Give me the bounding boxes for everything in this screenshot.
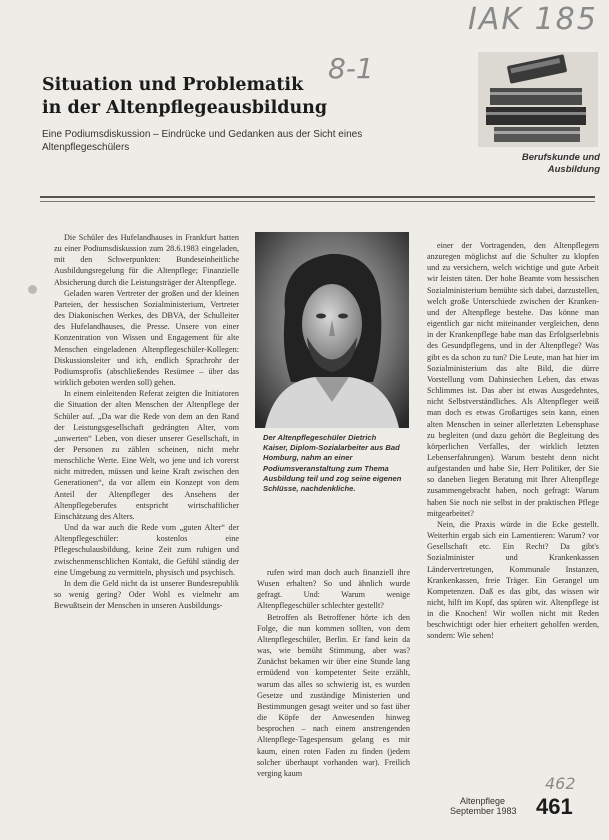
- header-rule-thin: [40, 201, 595, 202]
- paragraph: Nein, die Praxis würde in die Ecke gestellt. Weiterhin ergab sich ein Lamentieren: Warum? vor Gesellschaft etc. Ein Recht? Da gibt's Sozialminister und Krankenkassen Ländervertretungen, Kommunale Instanzen, Krankenkassen, freie Träger. Ein Gerangel um Kompetenzen. Daß es das gibt, das wissen wir nicht, hilft im Kopf, das spüren wir. Altenpflege ist in die Knochen! Wir wollen nicht mit Reden beschwichtigt oder hier erheitert geholfen werden, sondern: Wie sehen!: [427, 519, 599, 641]
- page-number: 461: [536, 794, 573, 819]
- paragraph: Betroffen als Betroffener hörte ich den Folge, die nun kommen sollten, von dem Altenpflegeschüler, Berlin. Er fand kein da was, wie bemüht Stimmung, aber was? Zunächst bekamen wir über eine Stunde lang ermüdend von kompetenter Seite erzählt, warum das alles so schwierig ist, es wurden Gesetze und zuständige Ministerien und Bestimmungen gesagt weiter und so fast über die Köpfe der Anwesenden hinweg besprochen – nach einem anstrengenden Altenpflege-Tagespensum gelang es mir kaum, einen roten Faden zu finden (jedem solcher überhaupt vorhanden war). Freilich verging kaum: [257, 612, 410, 778]
- paragraph: einer der Vortragenden, den Altenpflegern anzuregen möglichst auf die Schulter zu klopfen und zu versichern, welch wichtige und gute Arbeit wir leisten täten. Der hohe Beamte vom hessischen Sozialministerium bemühte sich dabei, darzustellen, welch große Unterschiede zwischen der Kranken- und der Altenpflege bestehe. Das könne man eigentlich gar nicht miteinander vergleichen, denn in der Krankenpflege habe man das Erfolgserlebnis des Gesundpflegens, und in der Altenpflege? Was gibt es da schon zu tun? Die Leute, man hat hier im Sozialministerium das alte Bild, die dürre Vorstellung vom Dahinsiechen Leben, das etwas Schlimmes ist. Das aber ist etwas Ausgedehntes, nicht Selbstverständliches. Als Altenpfleger weiß man doch es etwas Großartiges sein kann, einen alten Menschen in seiner allerletzten Lebensphase zu begleiten (und dazu gehört die Begleitung des körperlichen Verfalles, der wirklich letzten Lebenserfahrungen). Warum besteht denn nicht aufgestanden und habe Sie, Herr Politiker, der Sie so daneben liegen Beratung mit Ihrer Altenpflege zusammengebracht haben, noch gefragt: Warum haben Sie noch nie selbst in der praktischen Pflege mitgearbeitet?: [427, 241, 599, 518]
- punch-hole-mark: [28, 285, 37, 294]
- books-image: [478, 52, 598, 147]
- article-subtitle: Eine Podiumsdiskussion – Eindrücke und Gedanken aus der Sicht eines Altenpflegeschülers: [42, 129, 363, 153]
- article-column-1: [54, 232, 239, 611]
- paragraph: In einem einleitenden Referat zeigten die Initiatoren die Situation der alten Menschen der Altenpflege der Schüler auf. „Da war die Rede von dem an den Rand der Leistungsgesellschaft gedrängten Alter, vom „unwerten“ Leben, von dieser unserer Gesellschaft, in der Personen zu zählen scheinen, nicht mehr menschliche Werte. Eine Welt, wo jene und ich vorerst nicht mitreden, müssen und keine Kraft zwischen den Generationen“, da vor allem ein Konzept von dem Anteil der Altenpfleger des Ansehens der Altenpflegeberufes entspricht wirtschaftlicher Einschätzung des Alters.: [54, 389, 239, 521]
- handwritten-annotation-top: IAK 185: [468, 2, 598, 37]
- article-column-2: [257, 567, 410, 779]
- title-line-1: Situation und Problematik: [42, 75, 304, 95]
- handwritten-annotation-page: 462: [545, 774, 576, 793]
- section-label: Berufskunde und Ausbildung: [521, 152, 600, 175]
- handwritten-annotation-title: 8-1: [328, 52, 374, 85]
- header-rule-thick: [40, 196, 595, 198]
- paragraph: rufen wird man doch auch finanziell ihre Wusen erhalten? So und ähnlich wurde gefragt. Und: Warum wenige Altenpflegeschüler schlechter gestellt?: [257, 568, 410, 611]
- paragraph: Die Schüler des Hufelandhauses in Frankfurt hatten zu einer Podiumsdiskussion zum 28.6.1983 eingeladen, mit den Schwerpunkten: Bundeseinheitliche Ausbildungsregelung für die Altenpflege; Finanzielle Absicherung durch die Leistungsträger der Altenpflege.: [54, 233, 239, 287]
- journal-name: Altenpflege: [460, 796, 506, 806]
- paragraph: Und da war auch die Rede vom „guten Alter“ der Altenpflegeschüler: kostenlos eine Pflegeschulausbildung, keine Zeit zum ruhigen und zwischenmenschlichen Kontakt, die Gefühl ständig der eine Umgebung zu vermitteln, physisch und psychisch.: [54, 523, 239, 577]
- portrait-photo: [255, 232, 409, 428]
- title-line-2: in der Altenpflegeausbildung: [42, 98, 328, 118]
- photo-caption: Der Altenpflegeschüler Dietrich Kaiser, Diplom-Sozialarbeiter aus Bad Homburg, nahm an einer Podiumsveranstaltung zum Thema Ausbildung teil und zog seine eigenen Schlüsse, nachdenkliche.: [263, 433, 402, 494]
- paragraph: Geladen waren Vertreter der großen und der kleinen Parteien, der hessischen Sozialministerium, Vertreter des Diakonischen Werkes, des DBVA, der Schulleiter des Hufelandhauses, die Presse. Unsere von einer Konzentration von Wissen und Engagement für alte Menschen eingeladenen Altenpflegeschüler-Kollegen: Diskussionsleiter und ich, endlich Sprachrohr der Podiumsprofis (abschließendes Resümee – über das wirklich geboten werden soll) gehen.: [54, 288, 239, 388]
- paragraph: In dem die Geld nicht da ist unserer Bundesrepublik so wenig gering? Oder Wohl es vielmehr am Bewußtsein der Menschen in unseren Ausbildungs-: [54, 578, 239, 611]
- journal-issue: September 1983: [450, 806, 517, 816]
- article-title: [42, 74, 327, 120]
- article-column-3: [427, 240, 599, 642]
